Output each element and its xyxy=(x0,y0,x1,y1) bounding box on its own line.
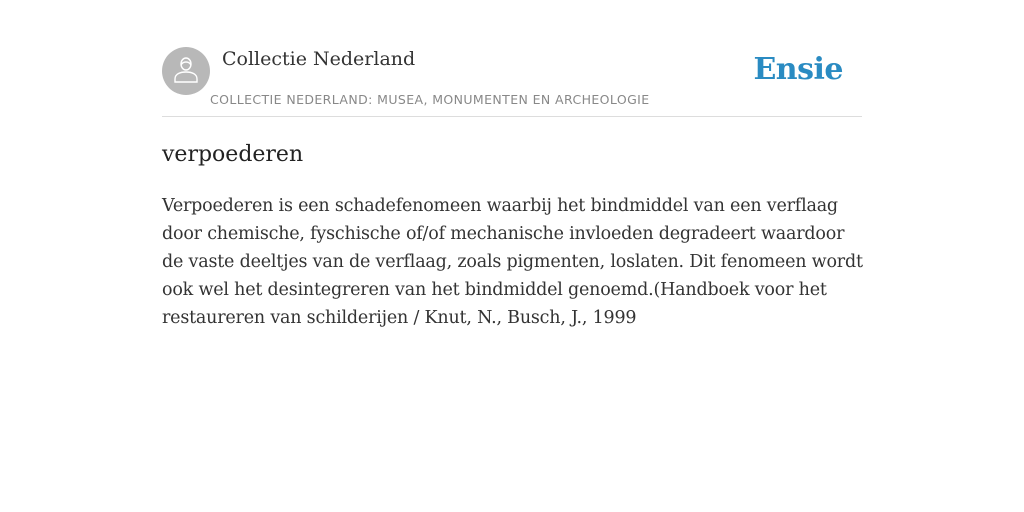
author-name-link[interactable]: Collectie Nederland xyxy=(222,48,416,70)
ensie-logo[interactable]: Ensie xyxy=(753,52,843,87)
author-avatar[interactable] xyxy=(162,47,210,95)
user-silhouette-icon xyxy=(173,55,199,88)
entry-header xyxy=(162,46,862,117)
term-definition: Verpoederen is een schadefenomeen waarbij het bindmiddel van een verflaag door chemische, fyschische of/of mechanische invloeden degradeert waardoor de vaste deeltjes van de verflaag, zoals pigmenten, loslaten. Dit fenomeen wordt ook wel het desintegreren van het bindmiddel genoemd.(Handboek voor het restaureren van schilderijen / Knut, N., Busch, J., 1999 xyxy=(162,196,863,328)
collection-name-link[interactable]: COLLECTIE NEDERLAND: MUSEA, MONUMENTEN EN ARCHEOLOGIE xyxy=(210,92,650,107)
term-title: verpoederen xyxy=(162,142,304,167)
